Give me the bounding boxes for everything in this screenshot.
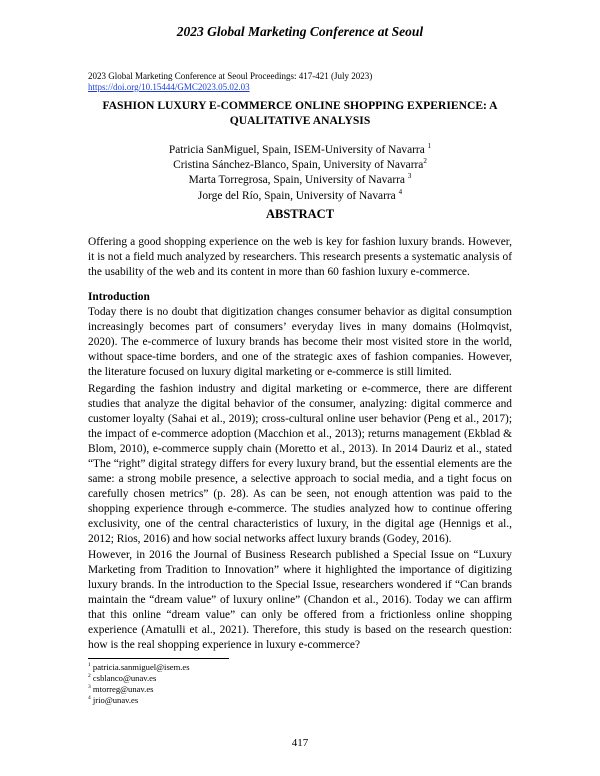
- introduction-paragraph-1: Today there is no doubt that digitization changes consumer behavior as digital consumption increasingly becomes part of consumers’ everyday lives in many domains (Holmqvist, 2020). The e-commerce of luxury brands has become their most visited store in the world, without space-time borders, and one of the strategic axes of fashion companies. However, the literature focused on luxury digital marketing or e-commerce is still limited.: [88, 306, 512, 378]
- introduction-heading: Introduction: [88, 291, 150, 303]
- footnote-divider: [88, 658, 229, 659]
- footnote-4-email: jrio@unav.es: [92, 695, 139, 705]
- proceedings-citation: 2023 Global Marketing Conference at Seoul Proceedings: 417-421 (July 2023): [88, 71, 373, 81]
- footnote-3-email: mtorreg@unav.es: [92, 684, 154, 694]
- introduction-section: [88, 290, 512, 380]
- doi-link[interactable]: https://doi.org/10.15444/GMC2023.05.02.03: [88, 82, 250, 92]
- footnote-4-mark: 4: [88, 695, 91, 702]
- abstract-heading: ABSTRACT: [265, 207, 335, 221]
- footnotes: [88, 662, 190, 706]
- proceedings-info: [88, 71, 372, 93]
- running-header: 2023 Global Marketing Conference at Seoul: [176, 24, 424, 39]
- footnote-3-mark: 3: [88, 684, 91, 691]
- introduction-paragraph-3: However, in 2016 the Journal of Business Research published a Special Issue on “Luxury Marketing from Tradition to Innovation” where it highlighted the importance of digitizing luxury brands. In the introduction to the Special Issue, researchers wondered if “Can brands maintain the “dream value” of luxury online” (Chandon et al., 2016). Today we can affirm that this online “dream value” can only be offered from a frictionless online shopping experience (Amatulli et al., 2021). Therefore, this study is based on the research question: how is the real shopping experience in luxury e-commerce?: [88, 549, 512, 651]
- author-3-footnote-mark: 3: [407, 172, 412, 181]
- footnote-2: [88, 673, 190, 684]
- author-4: [88, 189, 512, 204]
- footnote-2-email: csblanco@unav.es: [92, 673, 157, 683]
- author-1: [88, 143, 512, 158]
- page-number: 417: [291, 737, 309, 749]
- footnote-1-email: patricia.sanmiguel@isem.es: [92, 662, 190, 672]
- footnote-1-mark: 1: [88, 662, 91, 669]
- author-list: [88, 143, 512, 204]
- abstract-text: Offering a good shopping experience on the web is key for fashion luxury brands. However, it is not a field much analyzed by researchers. This research presents a systematic analysis of the usability of the web and its content in more than 60 fashion luxury e-commerce.: [88, 236, 512, 278]
- author-2-footnote-mark: 2: [423, 157, 427, 166]
- paper-title: [80, 98, 520, 128]
- author-4-name: Jorge del Río, Spain, University of Navarra: [197, 189, 396, 202]
- title-line-1: FASHION LUXURY E-COMMERCE ONLINE SHOPPING EXPERIENCE: A: [102, 99, 498, 112]
- footnote-2-mark: 2: [88, 673, 91, 680]
- author-2: [88, 158, 512, 173]
- author-3: [88, 173, 512, 188]
- title-line-2: QUALITATIVE ANALYSIS: [229, 114, 371, 127]
- introduction-paragraph-2: Regarding the fashion industry and digital marketing or e-commerce, there are different studies that analyze the digital behavior of the consumer, analyzing: digital commerce and customer loyalty (Sahai et al., 2019); cross-cultural online user behavior (Peng et al., 2017); the impact of e-commerce adoption (Macchion et al., 2013); returns management (Ekblad & Blom, 2010), e-commerce supply chain (Moretto et al., 2013). In 2014 Dauriz et al., stated “The “right” digital strategy differs for every luxury brand, but the essential elements are the same: a strong mobile presence, a selective approach to social media, and a tight focus on carefully chosen metrics” (p. 28). As can be seen, not enough attention was paid to the shopping experience through e-commerce. The studies analyzed how to continue offering exclusivity, one of the central characteristics of luxury, in the digital age (Hennigs et al., 2012; Rios, 2016) and how social networks affect luxury brands (Godey, 2016).: [88, 383, 512, 545]
- author-2-name: Cristina Sánchez-Blanco, Spain, University of Navarra: [173, 159, 424, 172]
- author-4-footnote-mark: 4: [398, 187, 403, 196]
- footnote-1: [88, 662, 190, 673]
- author-1-footnote-mark: 1: [427, 142, 432, 151]
- author-1-name: Patricia SanMiguel, Spain, ISEM-University of Navarra: [168, 144, 425, 156]
- author-3-name: Marta Torregrosa, Spain, University of Navarra: [188, 174, 405, 187]
- footnote-3: [88, 684, 190, 695]
- footnote-4: [88, 695, 190, 706]
